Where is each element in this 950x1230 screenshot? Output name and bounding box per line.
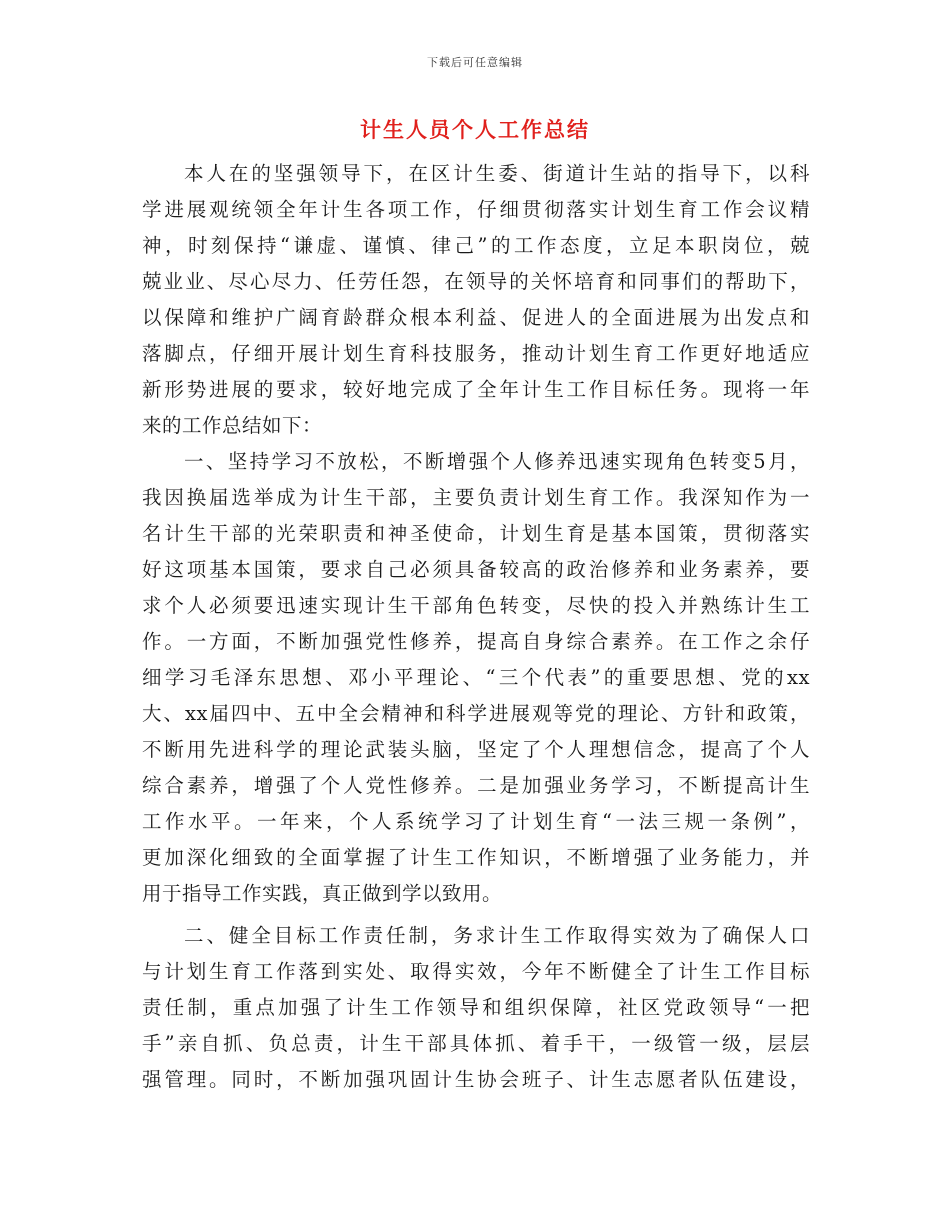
header-note: 下载后可任意编辑	[427, 56, 523, 69]
text-line: 本人在的坚强领导下，在区计生委、街道计生站的指导下，以科	[184, 162, 810, 185]
text-line: 大、xx届四中、五中全会精神和科学进展观等党的理论、方针和政策，	[142, 702, 810, 725]
text-line: 来的工作总结如下：	[142, 414, 323, 437]
text-line: 新形势进展的要求，较好地完成了全年计生工作目标任务。现将一年	[142, 378, 810, 401]
text-line: 兢业业、尽心尽力、任劳任怨，在领导的关怀培育和同事们的帮助下，	[142, 270, 810, 293]
text-line: 我因换届选举成为计生干部，主要负责计划生育工作。我深知作为一	[142, 486, 810, 509]
text-line: 用于指导工作实践，真正做到学以致用。	[142, 882, 503, 905]
text-line: 一、坚持学习不放松，不断增强个人修养迅速实现角色转变5月，	[184, 450, 810, 473]
document-title: 计生人员个人工作总结	[360, 117, 590, 142]
text-line: 责任制，重点加强了计生工作领导和组织保障，社区党政领导“一把	[142, 996, 810, 1019]
text-line: 作。一方面，不断加强党性修养，提高自身综合素养。在工作之余仔	[142, 630, 810, 653]
paragraph-section-two	[142, 918, 810, 1098]
text-line: 学进展观统领全年计生各项工作，仔细贯彻落实计划生育工作会议精	[142, 198, 810, 221]
text-line: 综合素养，增强了个人党性修养。二是加强业务学习，不断提高计生	[142, 774, 810, 797]
text-line: 手”亲自抓、负总责，计生干部具体抓、着手干，一级管一级，层层	[142, 1032, 810, 1055]
paragraph-section-one	[142, 444, 810, 912]
text-line: 神，时刻保持“谦虚、谨慎、律己”的工作态度，立足本职岗位，兢	[142, 234, 810, 257]
text-line: 好这项基本国策，要求自己必须具备较高的政治修养和业务素养，要	[142, 558, 810, 581]
paragraph-intro	[142, 156, 810, 444]
text-line: 求个人必须要迅速实现计生干部角色转变，尽快的投入并熟练计生工	[142, 594, 810, 617]
text-line: 强管理。同时，不断加强巩固计生协会班子、计生志愿者队伍建设，	[142, 1068, 810, 1091]
text-line: 与计划生育工作落到实处、取得实效，今年不断健全了计生工作目标	[142, 960, 810, 983]
text-line: 更加深化细致的全面掌握了计生工作知识，不断增强了业务能力，并	[142, 846, 810, 869]
text-line: 不断用先进科学的理论武装头脑，坚定了个人理想信念，提高了个人	[142, 738, 810, 761]
text-line: 名计生干部的光荣职责和神圣使命，计划生育是基本国策，贯彻落实	[142, 522, 810, 545]
text-line: 以保障和维护广阔育龄群众根本利益、促进人的全面进展为出发点和	[142, 306, 810, 329]
document-body	[142, 156, 810, 1098]
text-line: 细学习毛泽东思想、邓小平理论、“三个代表”的重要思想、党的xx	[142, 666, 810, 689]
text-line: 工作水平。一年来，个人系统学习了计划生育“一法三规一条例”，	[142, 810, 810, 833]
text-line: 落脚点，仔细开展计划生育科技服务，推动计划生育工作更好地适应	[142, 342, 810, 365]
text-line: 二、健全目标工作责任制，务求计生工作取得实效为了确保人口	[184, 924, 810, 947]
